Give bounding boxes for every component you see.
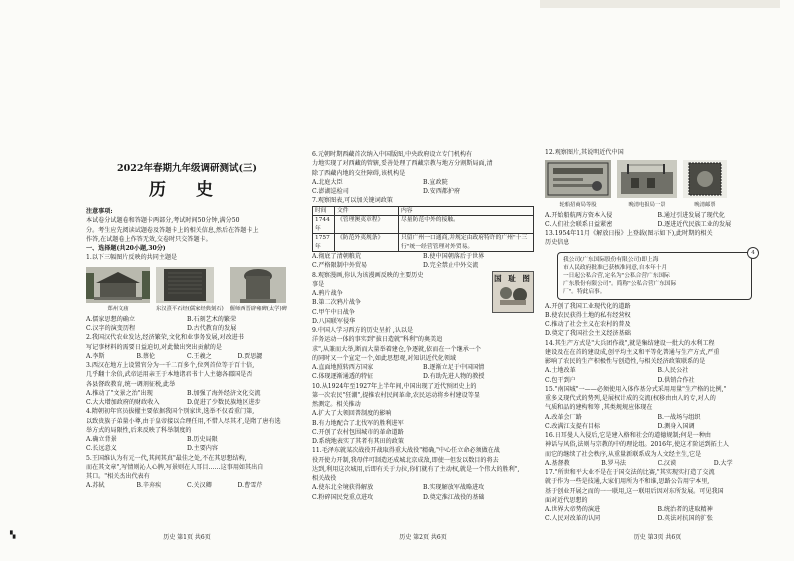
option-d[interactable]: D.逐进近代民族工业的发展	[657, 220, 732, 228]
option-c[interactable]: C.汉谟	[657, 459, 677, 467]
page-footer: 历史 第2页 共6页	[399, 534, 447, 541]
question-12-images	[545, 160, 770, 208]
cartoon-poster	[492, 271, 534, 313]
option-b[interactable]: B.统治者的进取精神	[657, 506, 713, 513]
question-9-stem: 洋务运动一体的事实到"拔日造就"科利"的奥美追	[312, 336, 443, 344]
question-4-stem: 举方式的局限性,后来反映了科举制度的	[86, 426, 192, 434]
table-row	[313, 234, 534, 252]
option-d[interactable]: D.测身入国调	[657, 422, 695, 430]
option-d[interactable]: D.英法对抗国的扩张	[657, 515, 713, 523]
option-a[interactable]: A.基督教	[545, 459, 570, 467]
option-c[interactable]: C.包干到户	[545, 376, 576, 384]
option-d[interactable]: D.八国联军侵华	[312, 317, 356, 325]
question-9-options	[312, 363, 534, 382]
option-a[interactable]: A.北庭大臣	[312, 178, 343, 186]
option-d[interactable]: D.曹雪芹	[237, 482, 263, 490]
option-d[interactable]: D.贾思勰	[237, 352, 263, 360]
option-d[interactable]: D.有助先进人物的教授	[423, 373, 485, 381]
option-c[interactable]: C.澎湖巡检司	[312, 188, 349, 195]
subject-title: 历 史	[149, 180, 225, 200]
option-a[interactable]: A.确立背景	[86, 436, 117, 443]
question-2-stem: 2.我国汉代农业发达,经济繁荣,文化和业事务发展,对改进书	[86, 334, 244, 342]
option-c[interactable]: C.大大增加政府的财政收入	[86, 399, 160, 406]
cartoon-drawing	[496, 283, 530, 307]
question-5-stem: 5.王国维认为有元一代,其间其真"最佳之处,不在其思想结构,	[86, 454, 247, 462]
option-c[interactable]: C.改满江支提有目标	[545, 422, 601, 430]
question-1-options	[86, 315, 288, 334]
option-a[interactable]: A.扩大了大领回普制度的影响	[312, 410, 392, 418]
question-11-stem: 达到,利用这次城用,后即有关于力拉,你们就有了主动权,就是一个伟大的胜利",	[312, 465, 520, 473]
option-c[interactable]: C.严格限制中外贸易	[312, 262, 368, 270]
option-c[interactable]: C.体现逐渐通透的特征	[312, 373, 374, 381]
table-row	[313, 216, 534, 234]
question-10-stem: 10.从1924年至1927年上半年间,中国出现了近代预团史上的	[312, 382, 477, 390]
option-c[interactable]: C.粉碎国民党重点进攻	[312, 493, 374, 501]
stele-photo	[230, 267, 287, 313]
question-7-options	[312, 252, 534, 271]
question-17-stem: 17."所世和平大业不是在于国交法的比赛,"其实现实打造了交流	[545, 469, 715, 476]
option-b[interactable]: B.历史局限	[187, 436, 218, 443]
table-cell: 1757年	[313, 234, 335, 252]
image-caption: 郑州文庙	[107, 305, 129, 312]
temple-image	[86, 267, 150, 303]
image-caption: 晚清邮票	[694, 201, 716, 208]
question-9-stem: 求",从兼而大举,断而大量举着建仓,争逐就,依而在一个继承一个	[312, 345, 481, 353]
option-c[interactable]: C.人们社会联系日益紧密	[545, 220, 613, 228]
page-footer: 历史 第3页 共6页	[633, 534, 682, 541]
stone-tablet-image	[156, 267, 214, 303]
option-c[interactable]: C.王羲之	[187, 352, 212, 360]
option-d[interactable]: D.安西都护府	[423, 188, 461, 195]
question-2-options	[86, 352, 288, 361]
notice-text: 一日起公私合营,定名为"公私合营广东国际	[563, 272, 670, 279]
notice-line: 分。考生应先阅读试题卷及答题卡上的相关信息,然后在答题卡上	[86, 226, 259, 234]
option-a[interactable]: A.直面地照转西方国家	[312, 364, 374, 371]
option-a[interactable]: A.儒家思想的确立	[86, 315, 135, 323]
notice-title: 注意事项:	[86, 208, 113, 215]
question-13-stem: 历史信息	[545, 239, 570, 247]
scan-mark-icon: ▚	[10, 531, 16, 539]
option-c[interactable]: C.推动了社会主义在农村的普及	[545, 321, 631, 328]
question-14-stem: 建设及在在首的建设成,创平均主义和平等化普通与生产方式,严重	[545, 348, 720, 356]
temple-photo	[86, 267, 150, 313]
page-2	[312, 150, 534, 541]
question-3-stem: 几乎翻十余倍,武帝运用亲王于本地诸君书十人主德各郡国是否	[86, 371, 253, 379]
question-3-stem: 3.西汉在地方上设置官分为一千二百多个,位列首位等于百十倍,	[86, 362, 255, 369]
notice-text: 市人民政府批准已获核准同意,自本年十月	[563, 264, 668, 271]
option-a[interactable]: A.改革会厂路	[545, 413, 582, 421]
question-3-stem: 各县督政教育,统一调剂征税,此举	[86, 380, 176, 388]
question-15-stem: 气质和品的建构和筹 ,其类规规应体现在	[545, 404, 653, 412]
option-b[interactable]: B.实现解放军战略进攻	[423, 484, 485, 492]
option-d[interactable]: D.促进了少数民族地区进步	[187, 399, 261, 406]
question-6-stem: 除了西藏内地的交往障碍,该机构是	[312, 169, 406, 177]
question-5-stem: 而在其文章",写情则沁人心脾,写景则在人耳目……这事用如其出自	[86, 463, 264, 471]
option-b[interactable]: B.加强了海外经济文化交流	[187, 389, 261, 397]
telegraph-office-photo	[617, 160, 677, 208]
question-5-options	[86, 481, 288, 490]
option-d[interactable]: D.系统地表实了其者有其田的政策	[312, 438, 404, 445]
question-4-stem: 4.隋朝初年官员拔擢主要依据我国个别家世,选举不仅看重门第,	[86, 408, 255, 416]
question-15-stem: 重多义现代式的势列,是展权计成的交流(权移由由人的专,对人的	[545, 395, 716, 402]
option-a[interactable]: A.开始船航两方资本入侵	[545, 211, 613, 219]
option-a[interactable]: A.世界大帝势的演进	[545, 506, 601, 513]
question-16-stem: 而它的继续了社会秩序,从重量新联系成为人文经主生,它是	[545, 450, 702, 458]
question-4-options	[86, 435, 288, 454]
scan-band	[540, 0, 780, 8]
page-footer: 历史 第1页 共6页	[163, 534, 211, 541]
question-9-stem: 的同时又一个宣定一个,如此思想观,对知识近代化领域	[312, 354, 457, 362]
option-d[interactable]: D.供销合作社	[657, 376, 695, 384]
question-16-stem: 神话与风俗,法则与宗教的中的理论组。2016年,使这才阶运到拓土人	[545, 441, 729, 449]
table-header-cell: 文件	[335, 206, 399, 216]
question-10-stem: 然测定。相关推动	[312, 401, 361, 408]
question-11-stem: 相关战役	[312, 475, 337, 482]
question-17-stem: 就于作为一些是技通,大家们用所为不和谁,思路公告用宁本里,	[545, 478, 710, 486]
question-6-stem: 力地实现了对西藏的管辖,妥善处理了西藏宗教与地方分割斯局面,清	[312, 160, 493, 168]
question-17-stem: 面对近代思想的	[545, 496, 588, 504]
image-caption: 轮船招商局等股	[559, 201, 597, 208]
question-10-stem: 第一次农民"狂潮",提推农村民间革命,农民运动将乡村建设等显	[312, 391, 480, 399]
option-c[interactable]: C.长远意义	[86, 445, 117, 453]
page-1	[86, 148, 288, 541]
question-17-stem: 基于创业开展之而的一一联用,这一联用后因对东所发展。可见我国	[545, 487, 724, 495]
notice-line: 作答,在试题卷上作答无效,交卷时只交答题卡。	[86, 235, 212, 243]
option-b[interactable]: B.罗马法	[601, 459, 626, 467]
question-14-options	[545, 366, 770, 385]
question-13-stem: 13.1954年11月《解放日报》上登载(图示如下),此时期的相关	[545, 230, 713, 237]
image-caption: 东汉熹平石经(儒家经典刻石)	[156, 305, 224, 312]
question-11-stem: 役开使力开制,我母伴可制造还成城北京成敌,即使一但发以数目的将去	[312, 456, 499, 464]
question-17-options	[545, 505, 770, 524]
option-a[interactable]: A.土地改革	[545, 367, 576, 375]
table-cell: 只留广州一口通商,并规定由政府特许的广州"十三行"统一经营管理对外贸易。	[399, 234, 534, 252]
share-certificate-image	[545, 160, 611, 198]
table-cell: 1744年	[313, 216, 335, 234]
question-14-stem: 14.其生产方式是"大兵团作战",就是集结建设一批大的水利工程	[545, 339, 715, 347]
section-heading: 一、选择题(共20小题,30分)	[86, 245, 166, 252]
question-7-stem: 7.观察图表,可以加关键词政策	[312, 197, 393, 205]
question-2-stem: 写记事材料的需要日益迫切,对此做出突出贡献的是	[86, 343, 222, 351]
table-cell: 《防范外夷规条》	[335, 234, 399, 252]
question-6-options	[312, 178, 534, 197]
option-b[interactable]: B.人民公社	[657, 367, 689, 375]
poster-title: 国 耻 图	[494, 273, 532, 283]
option-d[interactable]: D.完全禁止中外交流	[423, 262, 479, 270]
page-3	[545, 148, 770, 541]
option-a[interactable]: A.使东北全境获得解放	[312, 484, 374, 492]
option-b[interactable]: B.逐渐立足于中国国情	[423, 364, 485, 371]
option-c[interactable]: C.甲午中日战争	[312, 308, 355, 316]
option-d[interactable]: D.大学	[713, 459, 733, 467]
option-c[interactable]: C.关汉卿	[187, 482, 212, 490]
question-12-options	[545, 211, 770, 230]
exam-title: 2022年春期九年级调研测试(三)	[117, 163, 257, 174]
option-d[interactable]: D.奠定淮江战役的基础	[423, 493, 485, 501]
table-header-cell: 内容	[399, 206, 534, 216]
table-cell: 尽量防范中外的接触。	[399, 216, 534, 234]
question-1-images	[86, 267, 288, 313]
option-a[interactable]: A.苏轼	[86, 482, 105, 490]
option-b[interactable]: B.使农民获得土地的私有经营权	[545, 311, 631, 319]
image-caption: 晚清电报局一景	[628, 201, 666, 208]
stamp-photo	[683, 160, 727, 208]
notice-line: 本试卷分试题卷和答题卡两部分,考试时间50分钟,满分50	[86, 217, 240, 225]
option-c[interactable]: C.汉字的演变历程	[86, 325, 136, 332]
question-11-stem: 11.毛泽东就某次战役开战取得重大战役"精确,"中心任立命必须做在战	[312, 447, 500, 455]
question-4-stem: 以致贵族子弟量小尊,由于皇帝接以合理任用,不惜人尽其才,是隋了唐有选	[86, 417, 281, 425]
stone-classic-photo	[156, 267, 224, 313]
option-a[interactable]: A.开创了我国工业现代化的道路	[545, 302, 631, 310]
notice-text: 广东股份有限公司"。简称"公私合营广东国际	[563, 280, 677, 287]
option-d[interactable]: D.主要内容	[187, 445, 218, 453]
option-d[interactable]: D.奠定了我国社会主义经济基础	[545, 330, 631, 338]
option-b[interactable]: B.有力地配合了北伐军的胜利进军	[312, 419, 404, 427]
question-8-stem: 事是	[312, 280, 325, 288]
question-6-stem: 6.元朝时期西藏首次纳入中国版图,中央政府设立专门机构有	[312, 151, 473, 158]
option-b[interactable]: B.石刻艺术的繁荣	[187, 315, 237, 323]
question-8	[312, 271, 534, 327]
option-a[interactable]: A.推动了"文景之治"出现	[86, 389, 153, 397]
notice-text: 我公司(广东国际股份有限公司)即上海	[563, 256, 659, 263]
stamp-image	[683, 160, 727, 198]
policy-table	[312, 206, 534, 253]
question-16-stem: 16.日耳曼人入侵后,它是建入格和社会的道德规制;何是一种由	[545, 432, 712, 439]
notice-badge: 4	[747, 247, 759, 259]
option-a[interactable]: A.鸦片战争	[312, 290, 343, 297]
notice-text: 厂"。特此启事。	[563, 288, 606, 295]
question-9-stem: 9.中国人学习西方的历史呈折 ,认以是	[312, 327, 414, 334]
table-header-cell: 时间	[313, 206, 335, 216]
option-a[interactable]: A.彻底了清朝粮荒	[312, 253, 361, 260]
question-8-stem: 8.观察漫画,你认为该漫画反映的主要历史	[312, 271, 424, 279]
image-caption: 偃师西晋辟雍碑(太学)碑	[229, 305, 287, 312]
table-cell: 《管理澳夷章程》	[335, 216, 399, 234]
option-b[interactable]: B.宣政院	[423, 178, 448, 186]
telegraph-office-image	[617, 160, 677, 198]
option-b[interactable]: B.一战场与组织	[657, 413, 701, 421]
option-c[interactable]: C.开创了农村包围城市的革命道路	[312, 428, 404, 436]
option-b[interactable]: B.辛弃疾	[136, 482, 162, 490]
newspaper-notice	[557, 249, 755, 300]
option-c[interactable]: C.人民对改革的认同	[545, 515, 601, 523]
option-b[interactable]: B.使中国朝落后于世界	[423, 253, 485, 260]
question-14-stem: 影响了农民的生产积极性与创造性,与相关经济政策联系的是	[545, 358, 706, 365]
question-3-options	[86, 389, 288, 408]
stele-image	[230, 267, 286, 303]
question-16-options	[545, 459, 770, 468]
option-b[interactable]: B.蔡伦	[136, 352, 156, 360]
table-header-row	[313, 206, 534, 216]
question-5-stem: 其口。"相关杰出代表有	[86, 473, 150, 480]
option-b[interactable]: B.通过引进发展了现代化	[657, 211, 725, 219]
question-12-stem: 12.观察图片,其说明近代中国	[545, 149, 624, 156]
option-d[interactable]: D.古代教育的发展	[187, 325, 237, 332]
question-15-stem: 15."南国城"一——必须使用入体作基分式采用用量"生产格的比例,"	[545, 385, 727, 393]
question-15-options	[545, 413, 770, 432]
question-11-options	[312, 483, 534, 502]
option-a[interactable]: A.李斯	[86, 352, 105, 360]
question-1-stem: 1.以下三幅图片反映的共同主题是	[86, 254, 178, 262]
share-certificate-photo	[545, 160, 611, 208]
option-b[interactable]: B.第二次鸦片战争	[312, 299, 362, 307]
